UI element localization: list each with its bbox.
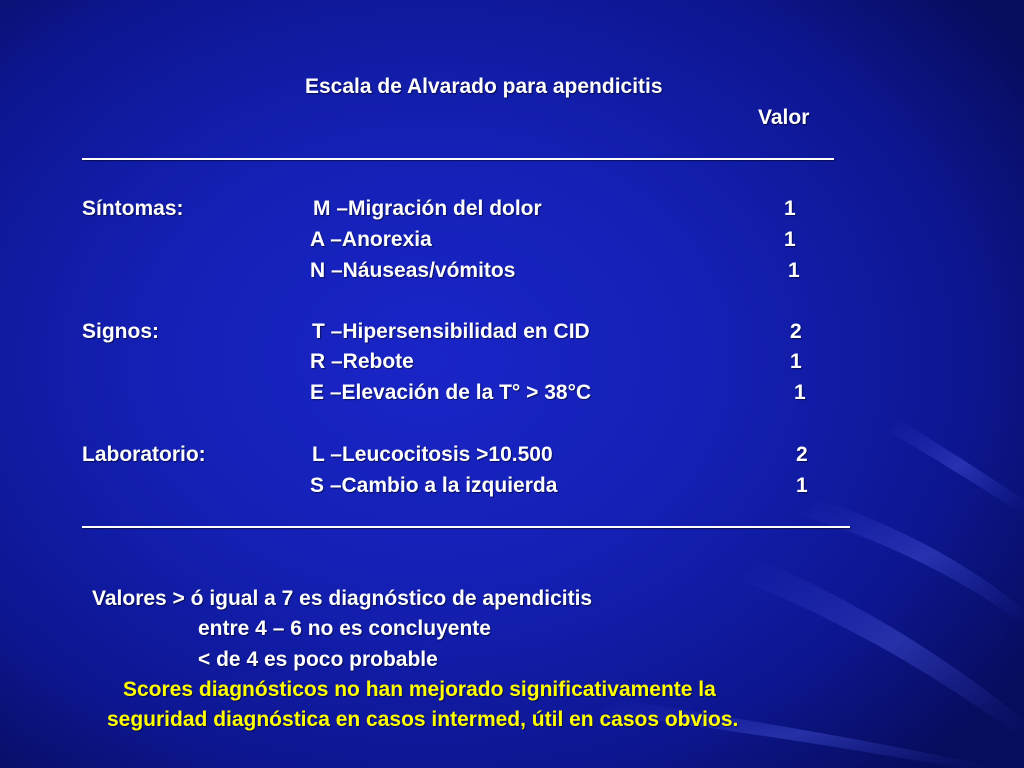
item-nausea: N –Náuseas/vómitos [310, 259, 516, 282]
slide-title: Escala de Alvarado para apendicitis [305, 75, 663, 98]
note-line-2: seguridad diagnóstica en casos intermed, útil en casos obvios. [107, 708, 739, 731]
item-anorexia: A –Anorexia [310, 228, 432, 251]
bottom-divider [82, 526, 850, 528]
top-divider [82, 158, 834, 160]
category-laboratory: Laboratorio: [82, 443, 206, 466]
value-column-header: Valor [758, 106, 810, 129]
item-tenderness: T –Hipersensibilidad en CID [312, 320, 590, 343]
score-migration: 1 [784, 197, 796, 220]
score-leukocytosis: 2 [796, 443, 808, 466]
item-migration: M –Migración del dolor [313, 197, 542, 220]
score-left-shift: 1 [796, 474, 808, 497]
score-rebound: 1 [790, 350, 802, 373]
score-tenderness: 2 [790, 320, 802, 343]
score-temperature: 1 [794, 381, 806, 404]
item-leukocytosis: L –Leucocitosis >10.500 [312, 443, 553, 466]
interpretation-line-3: < de 4 es poco probable [198, 648, 438, 671]
note-line-1: Scores diagnósticos no han mejorado significativamente la [123, 678, 716, 701]
category-symptoms: Síntomas: [82, 197, 184, 220]
item-left-shift: S –Cambio a la izquierda [310, 474, 558, 497]
item-rebound: R –Rebote [310, 350, 414, 373]
interpretation-line-2: entre 4 – 6 no es concluyente [198, 617, 491, 640]
score-nausea: 1 [788, 259, 800, 282]
category-signs: Signos: [82, 320, 159, 343]
item-temperature: E –Elevación de la T° > 38°C [310, 381, 592, 404]
score-anorexia: 1 [784, 228, 796, 251]
interpretation-line-1: Valores > ó igual a 7 es diagnóstico de apendicitis [92, 587, 593, 610]
